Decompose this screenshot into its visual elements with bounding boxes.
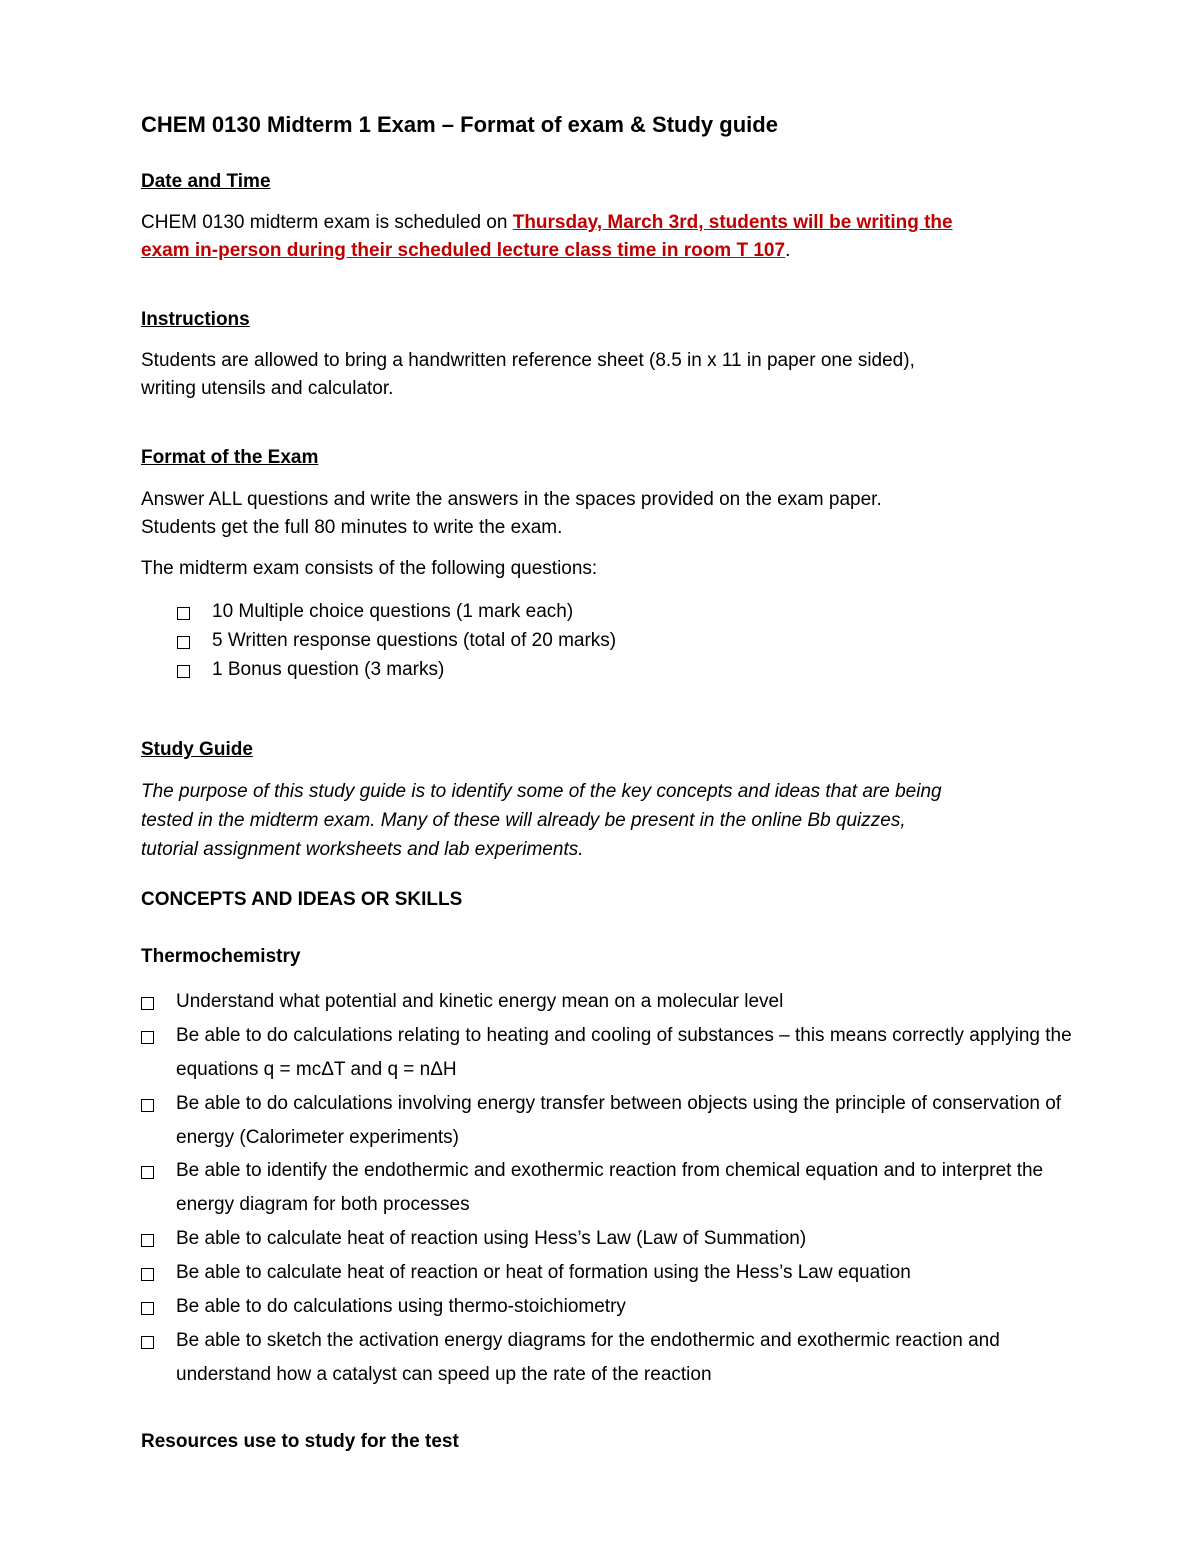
format-intro: The midterm exam consists of the following questions: [141, 558, 598, 579]
thermo-item: Be able to do calculations involving energy transfer between objects using the principle of conservation of energy (Calorimeter experiments) [141, 1091, 1081, 1155]
date-time-prefix: CHEM 0130 midterm exam is scheduled on [141, 212, 513, 233]
date-time-highlight-1: Thursday, March 3rd, students will be writing the [512, 212, 953, 233]
instructions-heading: Instructions [141, 309, 250, 330]
date-time-heading: Date and Time [141, 171, 271, 192]
checkbox-icon [177, 665, 190, 678]
thermo-item: Be able to do calculations using thermo-stoichiometry [141, 1294, 1081, 1324]
instructions-line-2: writing utensils and calculator. [141, 378, 394, 399]
thermo-item: Be able to sketch the activation energy diagrams for the endothermic and exothermic reaction and understand how a catalyst can speed up the rate of the reaction [141, 1328, 1081, 1392]
resources-heading: Resources use to study for the test [141, 1431, 459, 1452]
thermo-item: Be able to do calculations relating to heating and cooling of substances – this means correctly applying the equations q = mcΔT and q = nΔH [141, 1023, 1081, 1087]
date-time-line-2 [141, 237, 790, 265]
format-item: 5 Written response questions (total of 20 marks) [177, 628, 616, 658]
instructions-line-1: Students are allowed to bring a handwritten reference sheet (8.5 in x 11 in paper one sided), [141, 350, 915, 371]
format-item: 10 Multiple choice questions (1 mark each) [177, 599, 573, 629]
checkbox-icon [141, 1302, 154, 1315]
format-line-1: Answer ALL questions and write the answers in the spaces provided on the exam paper. [141, 489, 882, 510]
study-guide-heading: Study Guide [141, 739, 253, 760]
page-title: CHEM 0130 Midterm 1 Exam – Format of exam & Study guide [141, 112, 778, 137]
checkbox-icon [177, 607, 190, 620]
thermo-item: Be able to calculate heat of reaction using Hess’s Law (Law of Summation) [141, 1226, 1081, 1256]
checkbox-icon [141, 1166, 154, 1179]
checkbox-icon [141, 1336, 154, 1349]
checkbox-icon [141, 997, 154, 1010]
thermo-item: Be able to identify the endothermic and exothermic reaction from chemical equation and to interpret the energy diagram for both processes [141, 1158, 1081, 1222]
concepts-heading: CONCEPTS AND IDEAS OR SKILLS [141, 889, 463, 910]
thermo-item: Understand what potential and kinetic energy mean on a molecular level [141, 989, 1081, 1019]
checkbox-icon [141, 1268, 154, 1281]
study-guide-line-1: The purpose of this study guide is to identify some of the key concepts and ideas that are being [141, 781, 942, 802]
checkbox-icon [177, 636, 190, 649]
format-heading: Format of the Exam [141, 447, 319, 468]
thermo-item: Be able to calculate heat of reaction or heat of formation using the Hess’s Law equation [141, 1260, 1081, 1290]
study-guide-line-2: tested in the midterm exam. Many of these will already be present in the online Bb quizzes, [141, 810, 906, 831]
format-line-2: Students get the full 80 minutes to write the exam. [141, 517, 563, 538]
format-item: 1 Bonus question (3 marks) [177, 657, 444, 687]
thermochemistry-heading: Thermochemistry [141, 946, 301, 967]
checkbox-icon [141, 1031, 154, 1044]
study-guide-line-3: tutorial assignment worksheets and lab experiments. [141, 839, 584, 860]
date-time-highlight-2: exam in-person during their scheduled lecture class time in room T 107 [141, 240, 786, 261]
date-time-line-1 [141, 209, 953, 237]
date-time-suffix: . [785, 240, 791, 261]
checkbox-icon [141, 1099, 154, 1112]
checkbox-icon [141, 1234, 154, 1247]
